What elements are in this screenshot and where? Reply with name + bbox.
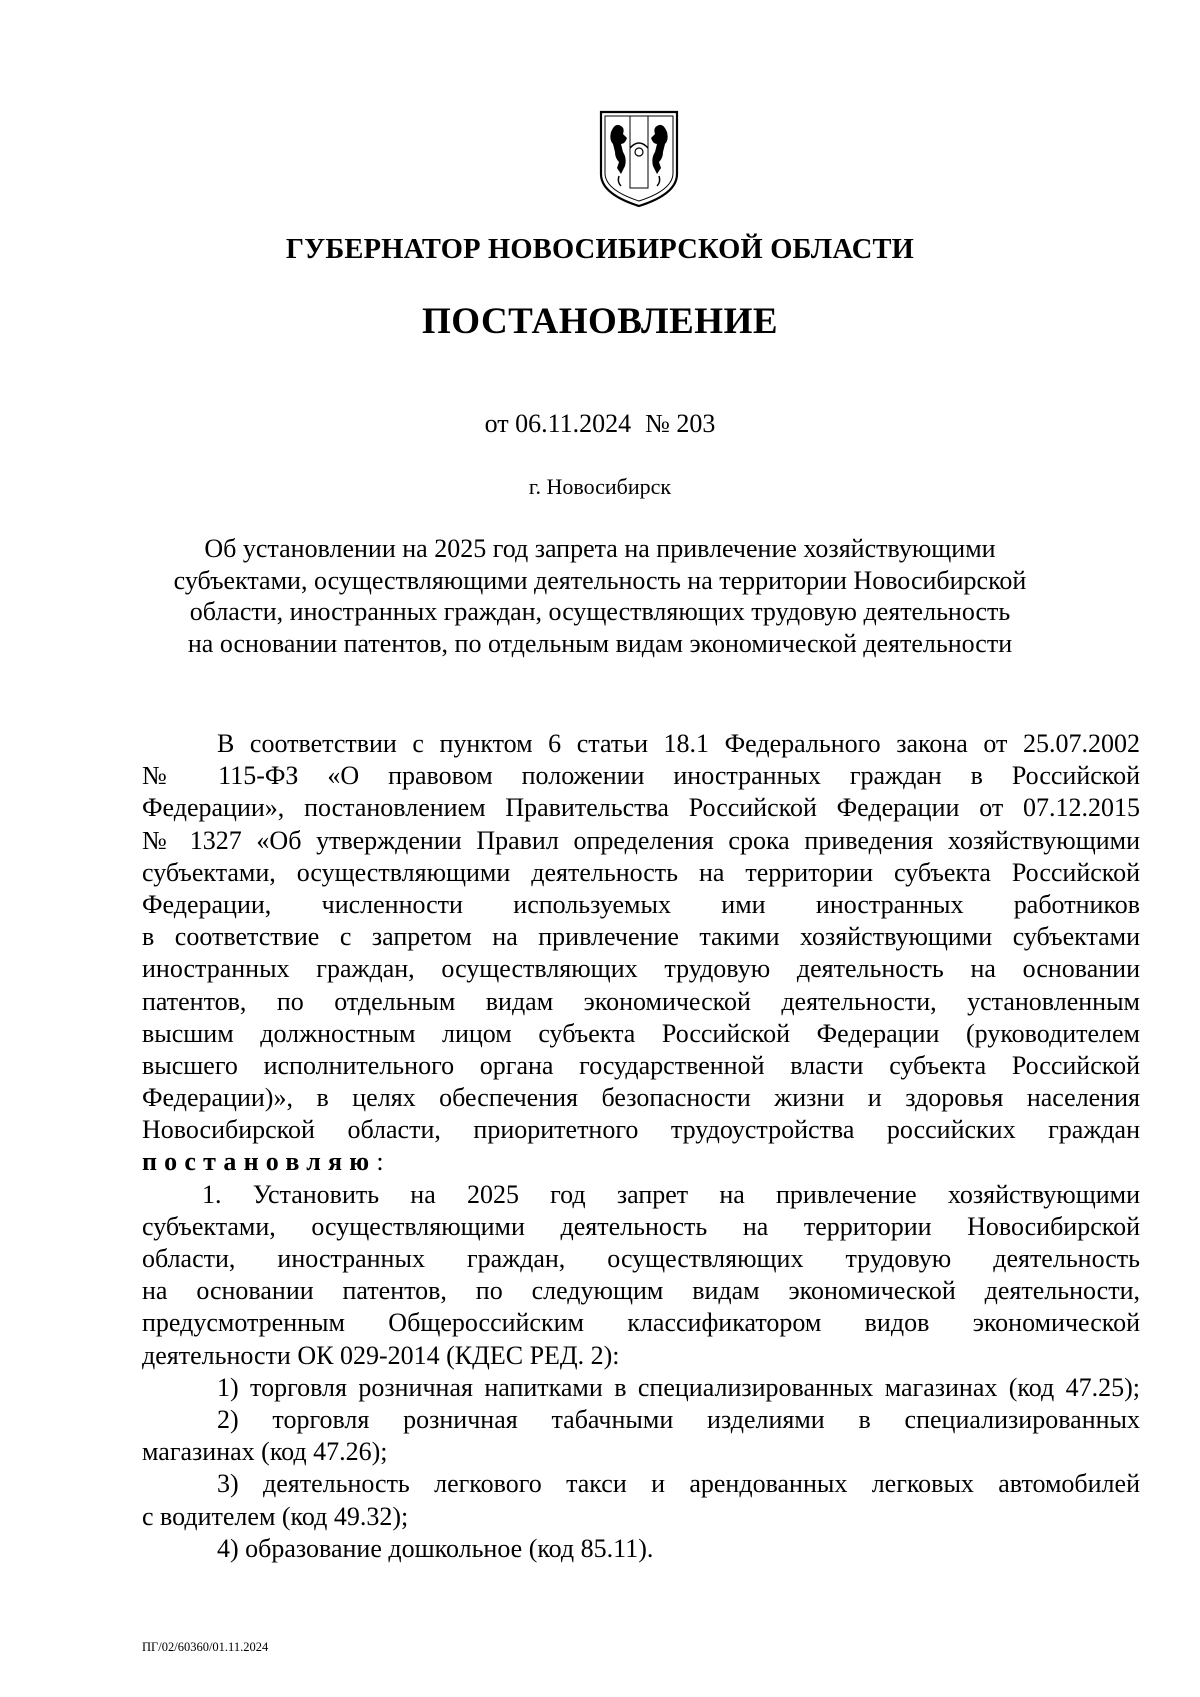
document-type-title: ПОСТАНОВЛЕНИЕ (421, 301, 779, 342)
subitem-4: 4) образование дошкольное (код 85.11). (217, 1533, 654, 1563)
preamble-line: субъектами, осуществляющими деятельность на территории субъекта Российской (142, 857, 1140, 887)
subitem-1: 1) торговля розничная напитками в специализированных магазинах (код 47.25); (217, 1372, 1140, 1402)
subitem-2: 2) торговля розничная табачными изделиями в специализированных (217, 1404, 1140, 1434)
item-1-line: 1. Установить на 2025 год запрет на привлечение хозяйствующими (202, 1179, 1140, 1209)
issuing-authority: ГУБЕРНАТОР НОВОСИБИРСКОЙ ОБЛАСТИ (285, 234, 915, 265)
title-line: Об установлении на 2025 год запрета на привлечение хозяйствующими (204, 534, 996, 563)
date-and-number (0, 409, 1200, 439)
preamble-line: высшего исполнительного органа государственной власти субъекта Российской (142, 1050, 1140, 1080)
preamble-line: Федерации)», в целях обеспечения безопасности жизни и здоровья населения (142, 1083, 1140, 1113)
preamble-line: в соответствие с запретом на привлечение такими хозяйствующими субъектами (142, 922, 1140, 952)
subitem-3-continued: с водителем (код 49.32); (142, 1501, 409, 1531)
novosibirsk-coat-of-arms-icon (597, 108, 681, 208)
preamble-line: В соответствии с пунктом 6 статьи 18.1 Федерального закона от 25.07.2002 (217, 729, 1140, 758)
item-1-line: субъектами, осуществляющими деятельность на территории Новосибирской (142, 1211, 1140, 1241)
subitem-3: 3) деятельность легкового такси и арендованных легковых автомобилей (217, 1469, 1140, 1499)
document-date: от 06.11.2024 (484, 409, 632, 438)
preamble-line: иностранных граждан, осуществляющих трудовую деятельность на основании (142, 954, 1140, 984)
city-name: г. Новосибирск (528, 474, 672, 499)
decree-line (142, 1146, 1140, 1178)
document-number: № 203 (645, 409, 716, 438)
preamble-line: патентов, по отдельным видам экономической деятельности, установленным (142, 986, 1140, 1016)
title-line: субъектами, осуществляющими деятельность на территории Новосибирской (173, 565, 1027, 595)
footer-document-code: ПГ/02/60360/01.11.2024 (142, 1640, 269, 1654)
preamble-line: № 1327 «Об утверждении Правил определения срока приведения хозяйствующими (142, 825, 1140, 855)
item-1-line: на основании патентов, по следующим видам экономической деятельности, (142, 1276, 1140, 1306)
preamble-line: высшим должностным лицом субъекта Российской Федерации (руководителем (142, 1018, 1140, 1048)
item-1-line: деятельности ОК 029-2014 (КДЕС РЕД. 2): (142, 1340, 620, 1370)
item-1-line: предусмотренным Общероссийским классификатором видов экономической (142, 1308, 1140, 1338)
document-subject-title (100, 533, 1100, 659)
preamble-line: Федерации», постановлением Правительства Российской Федерации от 07.12.2015 (142, 793, 1140, 823)
preamble-line: № 115-ФЗ «О правовом положении иностранных граждан в Российской (142, 761, 1140, 791)
document-body (142, 728, 1140, 1565)
preamble-line: Новосибирской области, приоритетного трудоустройства российских граждан (142, 1115, 1140, 1145)
decree-colon: : (376, 1147, 384, 1177)
title-line: области, иностранных граждан, осуществляющих трудовую деятельность (189, 597, 1011, 626)
decree-word: постановляю (142, 1147, 377, 1177)
title-line: на основании патентов, по отдельным видам экономической деятельности (187, 628, 1013, 658)
subitem-2-continued: магазинах (код 47.26); (142, 1437, 388, 1467)
item-1-line: области, иностранных граждан, осуществляющих трудовую деятельность (142, 1244, 1140, 1273)
preamble-line: Федерации, численности используемых ими иностранных работников (142, 889, 1140, 919)
